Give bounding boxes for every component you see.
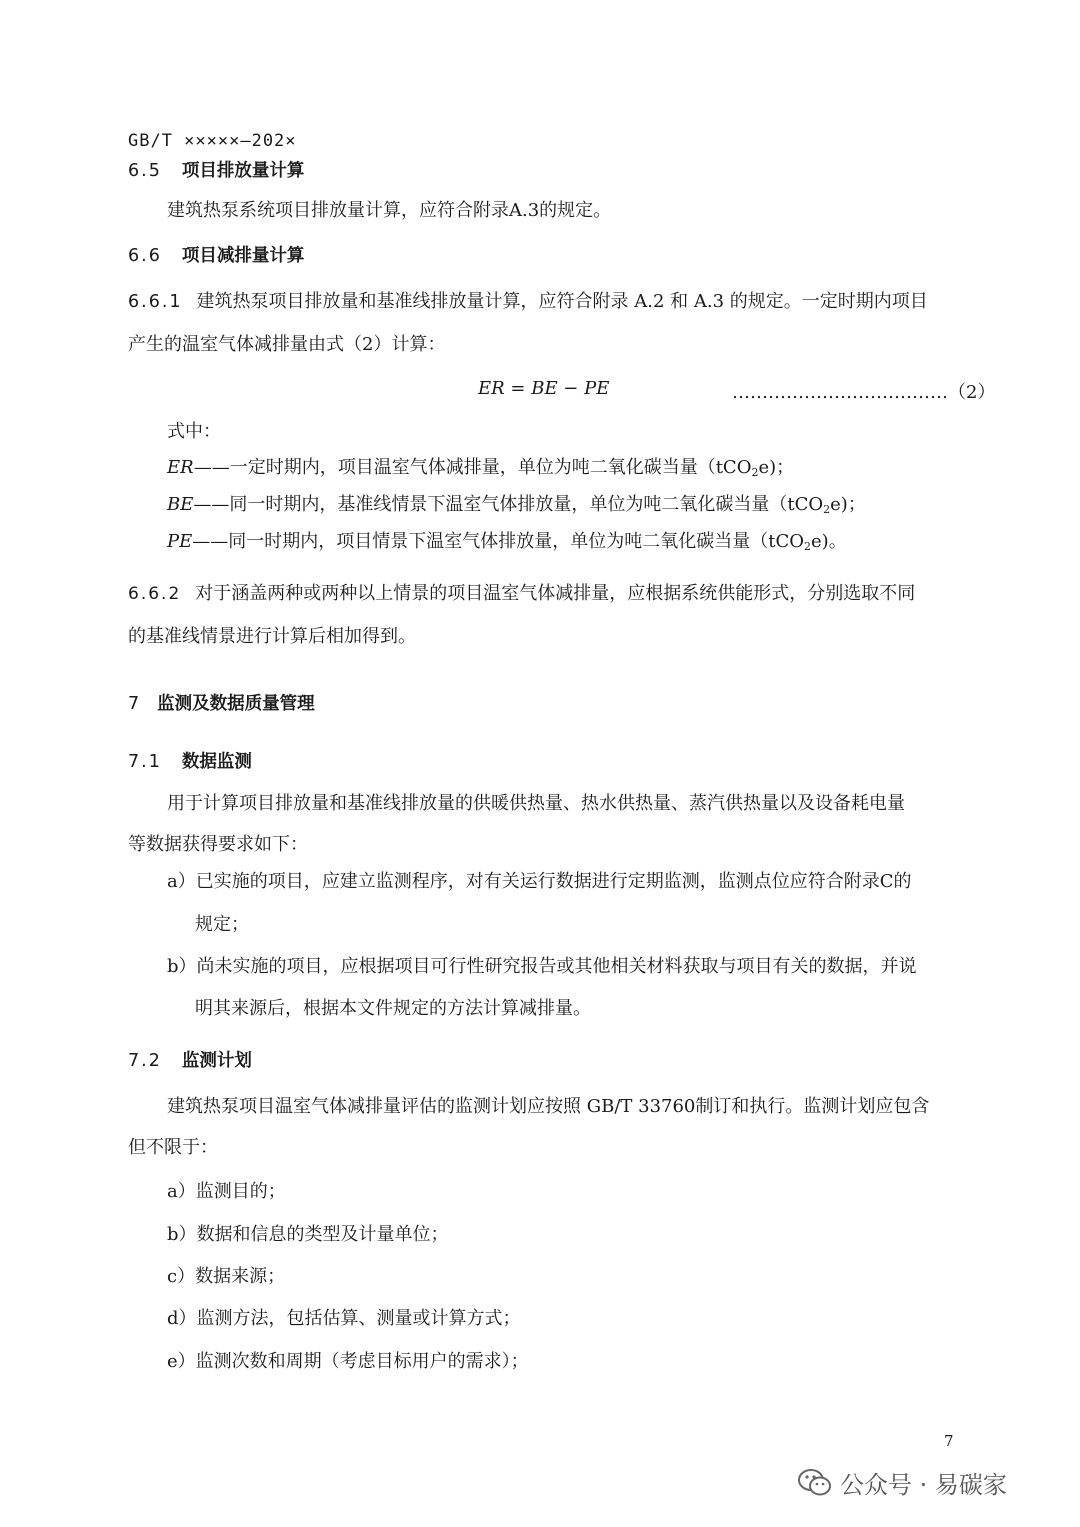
subscript: 2 [823,503,831,516]
section-7-1-line2: 等数据获得要求如下： [128,834,308,855]
list-item-continuation: 明其来源后，根据本文件规定的方法计算减排量。 [195,998,591,1019]
list-item [167,1297,521,1340]
section-7-1-heading [128,748,252,773]
standard-code: GB/T ×××××—202× [128,131,297,151]
section-title: 监测及数据质量管理 [157,694,315,714]
section-6-6-2-line1 [128,572,915,616]
section-number: 6.6 [128,246,162,266]
where-label: 式中： [167,421,221,442]
paragraph-text: 对于涵盖两种或两种以上情景的项目温室气体减排量，应根据系统供能形式，分别选取不同 [195,583,916,604]
section-number: 7.1 [128,752,162,772]
leader-dots: ……………………………… [732,382,948,403]
list-text: 尚未实施的项目，应根据项目可行性研究报告或其他相关材料获取与项目有关的数据，并说 [196,956,917,977]
equation-number: （2） [948,382,996,403]
wechat-icon [798,1468,832,1498]
section-number: 6.6.2 [128,584,182,604]
list-item-continuation: 规定； [195,914,249,935]
list-text: 监测目的； [195,1181,286,1202]
definition-tail: e)； [758,457,795,478]
section-number: 7 [128,694,142,714]
symbol: PE [167,531,193,552]
section-7-2-line2: 但不限于： [128,1137,218,1158]
section-6-5-body: 建筑热泵系统项目排放量计算，应符合附录A.3的规定。 [167,200,612,221]
definition-text: ——同一时期内，基准线情景下温室气体排放量，单位为吨二氧化碳当量（tCO [193,494,824,515]
paragraph-text: 建筑热泵项目排放量和基准线排放量计算，应符合附录 A.2 和 A.3 的规定。一定时期内项目 [196,291,928,312]
symbol: BE [167,494,194,515]
definition-text: ——同一时期内，项目情景下温室气体排放量，单位为吨二氧化碳当量（tCO [192,531,805,552]
list-item [167,860,912,903]
definition-tail: e)。 [811,531,847,552]
section-6-5-heading [128,157,304,182]
list-label: c） [167,1266,196,1287]
list-label: a） [167,871,196,892]
list-item [167,1213,449,1256]
section-6-6-heading [128,242,304,267]
list-text: 已实施的项目，应建立监测程序，对有关运行数据进行定期监测，监测点位应符合附录C的 [195,871,912,892]
list-label: a） [167,1181,196,1202]
section-7-1-line1: 用于计算项目排放量和基准线排放量的供暖供热量、热水供热量、蒸汽供热量以及设备耗电量 [167,793,905,814]
section-title: 项目排放量计算 [181,161,305,181]
subscript: 2 [751,466,759,479]
section-title: 项目减排量计算 [181,246,305,266]
section-number: 6.6.1 [128,292,183,312]
section-6-6-2-line2: 的基准线情景进行计算后相加得到。 [128,626,416,647]
list-text: 数据来源； [195,1266,286,1287]
list-label: b） [167,956,197,977]
equation-leader [732,378,995,404]
list-text: 监测次数和周期（考虑目标用户的需求）； [195,1351,529,1372]
section-7-2-heading [128,1047,252,1072]
watermark-text: 公众号 · 易碳家 [840,1471,1007,1499]
list-item [167,1170,286,1213]
section-number: 7.2 [128,1051,162,1071]
watermark [798,1465,1007,1500]
list-label: b） [167,1224,197,1245]
list-item [167,1340,529,1383]
definition-tail: e)； [830,494,866,515]
list-label: d） [167,1308,197,1329]
list-text: 数据和信息的类型及计量单位； [196,1224,449,1245]
list-text: 监测方法，包括估算、测量或计算方式； [196,1308,521,1329]
list-label: e） [167,1351,196,1372]
symbol: ER [167,457,194,478]
section-title: 数据监测 [181,752,252,772]
section-6-6-1-line2: 产生的温室气体减排量由式（2）计算： [128,334,446,355]
equation: ER = BE − PE [478,378,610,399]
section-7-heading [128,690,315,715]
page-number: 7 [944,1432,954,1450]
list-item [167,945,917,988]
subscript: 2 [804,540,812,553]
section-title: 监测计划 [181,1051,252,1071]
definition-text: ——一定时期内，项目温室气体减排量，单位为吨二氧化碳当量（tCO [193,457,752,478]
definition-pe [167,520,847,568]
section-6-6-1-line1 [128,280,928,324]
section-7-2-line1: 建筑热泵项目温室气体减排量评估的监测计划应按照 GB/T 33760制订和执行。监测计划应包含 [167,1096,930,1117]
section-number: 6.5 [128,161,162,181]
list-item [167,1255,285,1298]
